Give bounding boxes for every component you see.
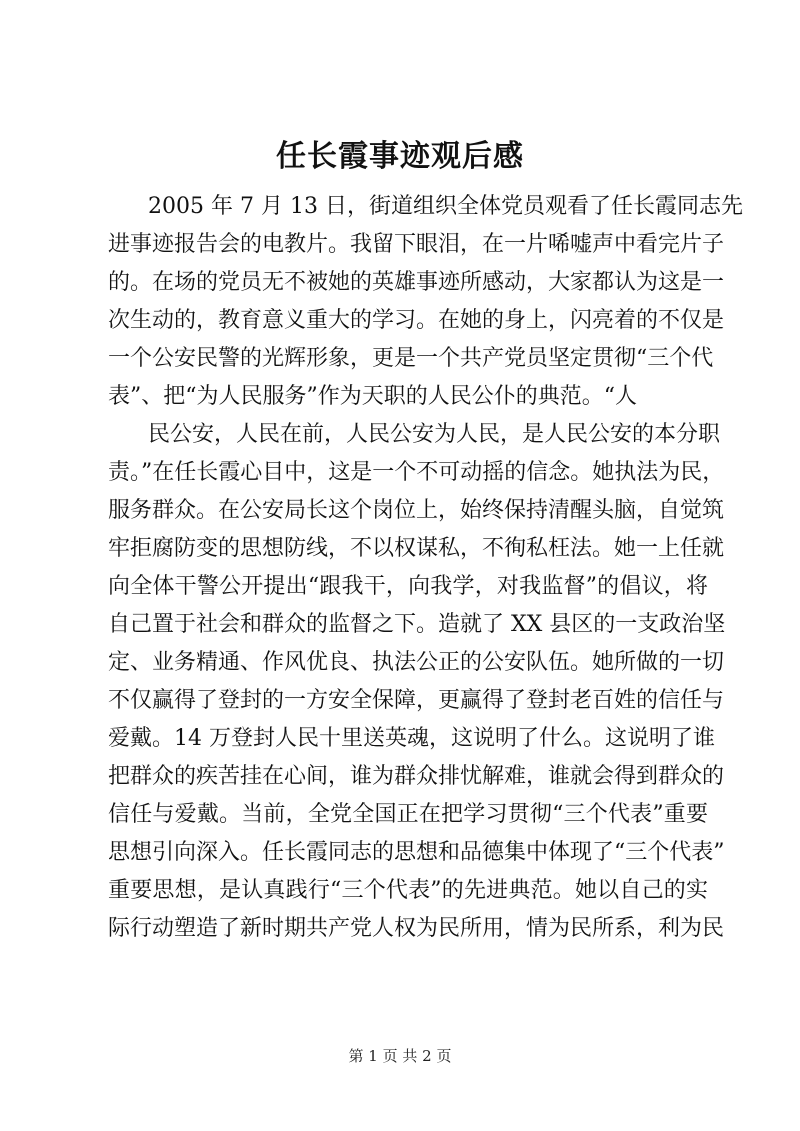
paragraph-2-line: 重要思想，是认真践行“三个代表”的先进典范。她以自己的实 [108,878,708,903]
paragraph-2-line: 不仅赢得了登封的一方安全保障，更赢得了登封老百姓的信任与 [108,688,725,713]
paragraph-2-line: 责。”在任长霞心目中，这是一个不可动摇的信念。她执法为民， [108,460,725,485]
paragraph-2-line: 把群众的疾苦挂在心间，谁为群众排忧解难，谁就会得到群众的 [108,764,725,789]
paragraph-1-line: 表”、把“为人民服务”作为天职的人民公仆的典范。“人 [108,384,637,409]
document-body [108,188,743,948]
paragraph-1-line: 进事迹报告会的电教片。我留下眼泪，在一片唏嘘声中看完片子 [108,232,725,257]
paragraph-2-line: 自己置于社会和群众的监督之下。造就了 XX 县区的一支政治坚 [108,612,726,637]
paragraph-2-line: 服务群众。在公安局长这个岗位上，始终保持清醒头脑，自觉筑 [108,498,725,523]
paragraph-1-line: 的。在场的党员无不被她的英雄事迹所感动，大家都认为这是一 [108,270,725,295]
paragraph-2-line: 向全体干警公开提出“跟我干，向我学，对我监督”的倡议，将 [108,574,708,599]
paragraph-2-line: 牢拒腐防变的思想防线，不以权谋私，不徇私枉法。她一上任就 [108,536,725,561]
paragraph-1-line: 次生动的，教育意义重大的学习。在她的身上，闪亮着的不仅是 [108,308,725,333]
paragraph-2-line: 际行动塑造了新时期共产党人权为民所用，情为民所系，利为民 [108,916,725,941]
paragraph-2-line: 定、业务精通、作风优良、执法公正的公安队伍。她所做的一切 [108,650,725,675]
paragraph-1-line: 一个公安民警的光辉形象，更是一个共产党员坚定贯彻“三个代 [108,346,714,371]
paragraph-2-line: 爱戴。14 万登封人民十里送英魂，这说明了什么。这说明了谁 [108,726,715,751]
paragraph-2-line: 民公安，人民在前，人民公安为人民，是人民公安的本分职 [148,422,721,447]
paragraph-1-line: 2005 年 7 月 13 日，街道组织全体党员观看了任长霞同志先 [148,194,743,219]
document-title: 任长霞事迹观后感 [276,139,524,174]
paragraph-2-line: 信任与爱戴。当前，全党全国正在把学习贯彻“三个代表”重要 [108,802,708,827]
paragraph-2-line: 思想引向深入。任长霞同志的思想和品德集中体现了“三个代表” [108,840,725,865]
page-footer: 第 1 页 共 2 页 [348,1047,452,1065]
